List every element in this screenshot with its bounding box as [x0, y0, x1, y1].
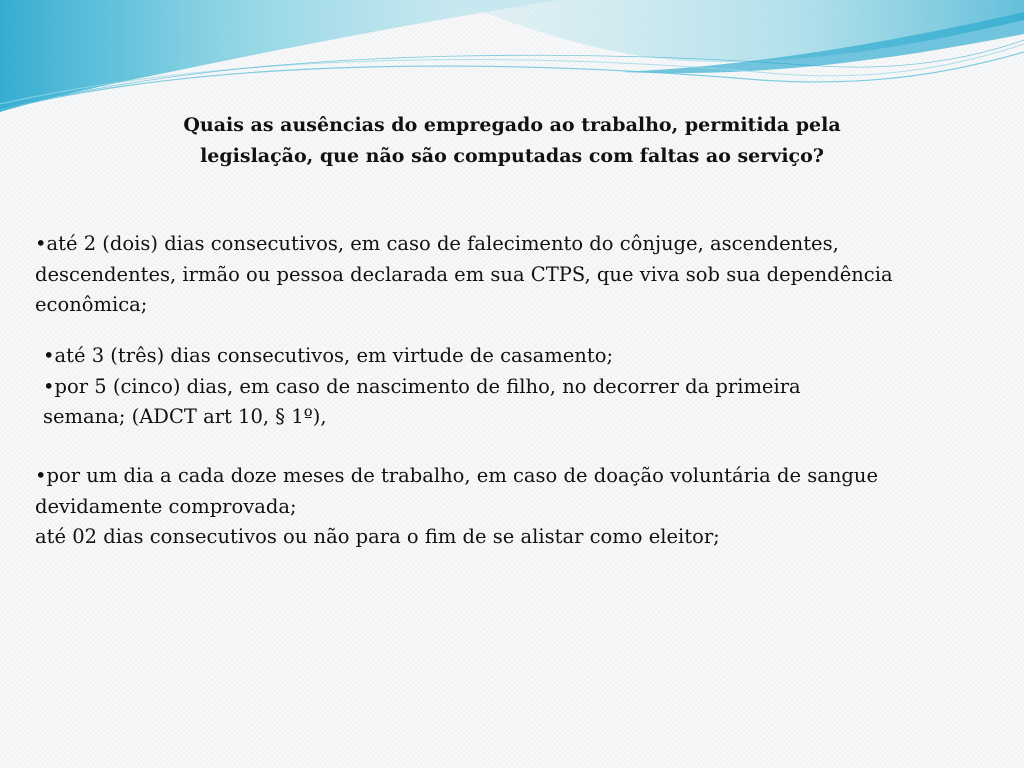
paragraph-3-line-3: até 02 dias consecutivos ou não para o fim de se alistar como eleitor; [35, 525, 720, 548]
paragraph-1-line-2: descendentes, irmão ou pessoa declarada em sua CTPS, que viva sob sua dependência [35, 262, 893, 286]
bullet-paragraph-3 [35, 461, 1010, 553]
slide-title-line-2: legislação, que não são computadas com faltas ao serviço? [200, 145, 824, 167]
paragraph-2-line-2: •por 5 (cinco) dias, em caso de nascimento de filho, no decorrer da primeira [43, 374, 801, 398]
paragraph-3-line-2: devidamente comprovada; [35, 494, 297, 518]
slide-title-line-1: Quais as ausências do empregado ao trabalho, permitida pela [183, 114, 841, 136]
slide-title [100, 110, 924, 172]
paragraph-1-line-3: econômica; [35, 293, 148, 316]
paragraph-3-line-1: •por um dia a cada doze meses de trabalho, em caso de doação voluntária de sangue [35, 464, 879, 487]
paragraph-2-line-3: semana; (ADCT art 10, § 1º), [43, 405, 327, 428]
paragraph-2-line-1: •até 3 (três) dias consecutivos, em virtude de casamento; [43, 344, 614, 367]
bullet-paragraph-2 [43, 341, 1003, 433]
bullet-paragraph-1 [35, 229, 1010, 321]
paragraph-1-line-1: •até 2 (dois) dias consecutivos, em caso de falecimento do cônjuge, ascendentes, [35, 232, 839, 255]
